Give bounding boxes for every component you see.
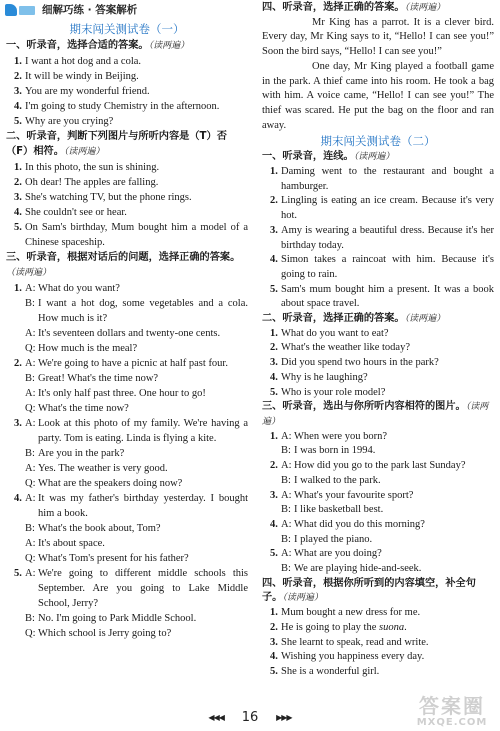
item-text: Did you spend two hours in the park?: [281, 357, 439, 369]
item-text: I'm going to study Chemistry in the afternoon.: [25, 101, 220, 112]
speaker-label: Q:: [25, 628, 36, 639]
section-note: （读两遍）: [353, 152, 395, 163]
item-number: 4.: [270, 651, 278, 663]
dialogue: [6, 416, 248, 491]
dialogue-line: [6, 611, 248, 626]
speaker-label: B:: [25, 373, 35, 384]
section-note: （读两遍）: [282, 593, 323, 604]
speaker-label: B:: [281, 533, 291, 545]
dialogue-line: [262, 533, 494, 548]
section-note: （读两遍）: [404, 3, 446, 13]
dialogue-line: [6, 491, 248, 521]
dialogue-text: It's only half past three. One hour to go!: [38, 388, 206, 399]
item-number: 2.: [14, 71, 22, 82]
section-heading: [6, 250, 248, 281]
list-item: [6, 190, 248, 205]
section-note: （读两遍）: [6, 268, 52, 278]
dialogue-text: It's seventeen dollars and twenty-one cents.: [38, 328, 221, 339]
speaker-label: Q:: [25, 478, 36, 489]
dialogue-line: [6, 536, 248, 551]
dialogue-text: What's your favourite sport?: [294, 489, 414, 501]
dialogue-text: What did you do this morning?: [294, 518, 425, 530]
dialogue-number: 4.: [270, 518, 278, 530]
item-number: 5.: [270, 283, 278, 295]
item-number: 1.: [14, 56, 22, 67]
list-item: [262, 621, 494, 636]
dialogue: [262, 518, 494, 547]
dialogue-line: [6, 626, 248, 641]
list-item: [262, 606, 494, 621]
dialogue: [262, 430, 494, 459]
speaker-label: B:: [281, 504, 291, 516]
section-heading-text: 四、听录音，根据你所听到的内容填空，补全句子。: [262, 577, 476, 604]
test2-title: 期末闯关测试卷（二）: [320, 134, 436, 149]
dialogue-number: 3.: [270, 489, 278, 501]
dialogue-text: How did you go to the park last Sunday?: [294, 460, 466, 472]
dialogue-text: Which school is Jerry going to?: [38, 628, 172, 639]
dialogue-text: I like basketball best.: [294, 504, 384, 516]
list-item: [6, 175, 248, 190]
list-item: [262, 165, 494, 194]
list-item: [262, 665, 494, 680]
dialogue-text: Look at this photo of my family. We're having a party. Tom is eating. Linda is flying a kite.: [38, 418, 248, 444]
list-item: [6, 220, 248, 250]
section-heading: [262, 577, 494, 606]
dialogue-line: [6, 551, 248, 566]
dialogue-number: 2.: [14, 358, 22, 369]
dialogue-line: [6, 416, 248, 446]
test2-section-2: [262, 312, 494, 400]
list-item: [262, 636, 494, 651]
dialogue-line: [6, 566, 248, 611]
dialogue-line: [6, 401, 248, 416]
dialogue-line: [262, 503, 494, 518]
item-number: 1.: [270, 607, 278, 619]
dialogue-number: 3.: [14, 418, 22, 429]
dialogue-number: 4.: [14, 493, 22, 504]
speaker-label: A:: [25, 493, 36, 504]
section-note: （读两遍）: [63, 147, 105, 157]
section-heading: [6, 129, 248, 160]
dialogue-line: [262, 518, 494, 533]
dialogue-line: [262, 474, 494, 489]
item-text: He is going to play the: [281, 621, 379, 633]
passage-paragraph: Mr King has a parrot. It is a clever bird. Every day, Mr King says to it, “Hello! I can see you!” Soon the bird says, “Hello! I can see you!”: [262, 16, 494, 58]
section-heading-text: 三、听录音，根据对话后的问题，选择正确的答案。: [6, 252, 241, 263]
item-text: I want a hot dog and a cola.: [25, 56, 142, 67]
list-item: [6, 69, 248, 84]
speaker-label: A:: [25, 328, 36, 339]
dialogue-line: [6, 446, 248, 461]
dialogue: [6, 566, 248, 641]
list-item: [262, 650, 494, 665]
section-heading: [262, 312, 494, 327]
item-text: Why is he laughing?: [281, 371, 368, 383]
speaker-label: B:: [25, 523, 35, 534]
dialogue-line: [262, 562, 494, 577]
list-item: [6, 160, 248, 175]
item-text: She couldn't see or hear.: [25, 207, 127, 218]
dialogue-text: We are playing hide-and-seek.: [294, 563, 422, 575]
dialogue-line: [6, 281, 248, 296]
dialogue-text: No. I'm going to Park Middle School.: [38, 613, 197, 624]
dialogue-line: [6, 341, 248, 356]
speaker-label: A:: [25, 538, 36, 549]
item-text: Simon takes a raincoat with him. Because it's going to rain.: [281, 254, 494, 280]
item-number: 2.: [270, 342, 278, 354]
item-emphasis: suona: [379, 621, 405, 633]
list-item: [262, 253, 494, 282]
list-item: [6, 205, 248, 220]
item-text: Amy is wearing a beautiful dress. Because it's her birthday today.: [281, 224, 494, 251]
test1-title: 期末闯关测试卷（一）: [69, 22, 185, 36]
dialogue-line: [6, 356, 248, 371]
dialogue-text: It was my father's birthday yesterday. I bought him a book.: [38, 493, 248, 519]
dialogue: [262, 489, 494, 518]
right-column: [262, 1, 494, 680]
speaker-label: A:: [25, 358, 36, 369]
speaker-label: B:: [281, 445, 291, 457]
section-heading-text: 一、听录音，选择合适的答案。: [6, 40, 149, 51]
dialogue-text: What are the speakers doing now?: [38, 478, 183, 489]
item-text: What's the weather like today?: [281, 342, 411, 354]
list-item: [6, 114, 248, 129]
dialogue: [6, 356, 248, 416]
speaker-label: A:: [281, 518, 292, 530]
item-text: Wishing you happiness every day.: [281, 651, 425, 663]
dialogue-text: What's Tom's present for his father?: [38, 553, 189, 564]
test2-section-3: [262, 400, 494, 576]
speaker-label: A:: [25, 283, 36, 294]
item-text: Why are you crying?: [25, 116, 114, 127]
item-text: She's watching TV, but the phone rings.: [25, 192, 192, 203]
dialogue-text: How much is the meal?: [38, 343, 138, 354]
dialogue-line: [6, 461, 248, 476]
speaker-label: B:: [25, 448, 35, 459]
item-number: 5.: [14, 116, 22, 127]
section-heading: [262, 150, 494, 165]
speaker-label: Q:: [25, 553, 36, 564]
item-number: 5.: [14, 222, 22, 233]
dialogue-text: When were you born?: [294, 430, 388, 442]
item-number: 1.: [270, 327, 278, 339]
item-number: 3.: [270, 224, 278, 236]
dialogue-text: We're going to have a picnic at half past four.: [38, 358, 228, 369]
list-item: [262, 327, 494, 342]
speaker-label: Q:: [25, 343, 36, 354]
dialogue-line: [262, 430, 494, 445]
speaker-label: B:: [25, 298, 35, 309]
speaker-label: A:: [281, 430, 292, 442]
item-number: 5.: [270, 665, 278, 677]
item-text: She learnt to speak, read and write.: [281, 636, 429, 648]
passage-paragraph: One day, Mr King played a football game in the park. A thief came into his room. He took a bag with him. A voice came, “Hello! I can see you!” The thief was scared. He put the bag on the floor and ran away.: [262, 60, 494, 131]
item-number: 2.: [270, 195, 278, 207]
dialogue-text: We're going to different middle schools this September. Are you going to Lake Middle School, Jerry?: [38, 568, 248, 609]
dialogue-number: 5.: [270, 548, 278, 560]
section-heading: [262, 400, 494, 429]
item-text: Lingling is eating an ice cream. Because it's very hot.: [281, 195, 494, 222]
item-text: You are my wonderful friend.: [25, 86, 150, 97]
item-number: 1.: [270, 166, 278, 178]
dialogue-line: [262, 547, 494, 562]
page-number: 16: [241, 710, 259, 725]
speaker-label: Q:: [25, 403, 36, 414]
list-item: [262, 194, 494, 223]
item-number: 2.: [14, 177, 22, 188]
section-note: （读两遍）: [262, 402, 489, 427]
dialogue: [262, 459, 494, 488]
dialogue-line: [262, 489, 494, 504]
test2-section-1: [262, 150, 494, 312]
item-text: Sam's mum bought him a present. It was a book about space travel.: [281, 283, 494, 310]
dialogue-line: [6, 371, 248, 386]
section-heading-text: 二、听录音，判断下列图片与所听内容是（T）否（F）相符。: [6, 131, 227, 157]
speaker-label: A:: [25, 463, 36, 474]
test1-section-2: [6, 129, 248, 250]
dialogue-text: It's about space.: [38, 538, 105, 549]
dialogue-line: [262, 444, 494, 459]
item-number: 4.: [14, 207, 22, 218]
item-number: 4.: [270, 254, 278, 266]
dialogue-text: I was born in 1994.: [294, 445, 376, 457]
dialogue-line: [6, 521, 248, 536]
dialogue-text: What's the time now?: [38, 403, 129, 414]
dialogue-text: What are you doing?: [294, 548, 382, 560]
page-header: [5, 2, 137, 18]
item-number: 4.: [270, 371, 278, 383]
dialogue: [262, 547, 494, 576]
speaker-label: A:: [281, 460, 292, 472]
section-note: （读两遍）: [148, 41, 190, 51]
section-note: （读两遍）: [404, 314, 446, 325]
list-item: [262, 341, 494, 356]
list-item: [262, 386, 494, 401]
dialogue-line: [6, 326, 248, 341]
dialogue-text: What do you want?: [38, 283, 120, 294]
left-column: [6, 21, 248, 641]
speaker-label: B:: [25, 613, 35, 624]
item-text: On Sam's birthday, Mum bought him a model of a Chinese spaceship.: [25, 222, 248, 248]
dialogue-line: [6, 476, 248, 491]
test1-section-3: [6, 250, 248, 641]
item-text: Daming went to the restaurant and bought a hamburger.: [281, 166, 494, 192]
dialogue-text: I played the piano.: [294, 533, 373, 545]
section-heading-text: 一、听录音，连线。: [262, 151, 354, 163]
speaker-label: A:: [25, 568, 36, 579]
list-item: [262, 371, 494, 386]
speaker-label: B:: [281, 474, 291, 486]
list-item: [262, 224, 494, 253]
item-text: Oh dear! The apples are falling.: [25, 177, 159, 188]
section-heading: [6, 38, 248, 54]
dialogue: [6, 491, 248, 566]
list-item: [6, 99, 248, 114]
dialogue-line: [6, 386, 248, 401]
item-number: 4.: [14, 101, 22, 112]
dialogue-number: 1.: [270, 430, 278, 442]
section-heading-text: 四、听录音，选择正确的答案。: [262, 2, 405, 13]
item-number: 5.: [270, 386, 278, 398]
item-text: Mum bought a new dress for me.: [281, 607, 421, 619]
item-text: She is a wonderful girl.: [281, 665, 380, 677]
dialogue-text: Yes. The weather is very good.: [38, 463, 168, 474]
watermark: [408, 695, 496, 729]
list-item: [262, 356, 494, 371]
speaker-label: A:: [281, 548, 292, 560]
dialogue-text: I want a hot dog, some vegetables and a cola. How much is it?: [38, 298, 248, 324]
dialogue-number: 2.: [270, 460, 278, 472]
speaker-label: B:: [281, 563, 291, 575]
list-item: [262, 283, 494, 312]
test1-section-1: [6, 38, 248, 129]
dialogue-line: [6, 296, 248, 326]
dialogue-text: Are you in the park?: [38, 448, 125, 459]
item-number: 3.: [270, 636, 278, 648]
list-item: [6, 84, 248, 99]
dialogue-text: Great! What's the time now?: [38, 373, 159, 384]
watermark-site: MXQE.COM: [416, 717, 488, 728]
test1-section-4: [262, 1, 494, 133]
section-heading-text: 二、听录音，选择正确的答案。: [262, 313, 405, 325]
blue-book-logo-icon: [5, 3, 35, 17]
dialogue: [6, 281, 248, 356]
dialogue-line: [262, 459, 494, 474]
item-text: It will be windy in Beijing.: [25, 71, 139, 82]
item-number: 2.: [270, 621, 278, 633]
item-number: 3.: [14, 192, 22, 203]
section-heading: [262, 1, 494, 16]
test2-section-4: [262, 577, 494, 680]
dialogue-number: 1.: [14, 283, 22, 294]
speaker-label: A:: [25, 388, 36, 399]
item-number: 1.: [14, 162, 22, 173]
dialogue-number: 5.: [14, 568, 22, 579]
dialogue-text: What's the book about, Tom?: [38, 523, 161, 534]
list-item: [6, 54, 248, 69]
item-text-end: .: [404, 621, 407, 633]
speaker-label: A:: [25, 418, 36, 429]
item-text: In this photo, the sun is shining.: [25, 162, 160, 173]
watermark-text: 答案圈: [419, 694, 485, 718]
dialogue-text: I walked to the park.: [294, 474, 381, 486]
prev-triple-arrow-icon: [208, 713, 223, 722]
header-title: 细解巧练 · 答案解析: [42, 3, 138, 16]
item-number: 3.: [270, 357, 278, 369]
section-heading-text: 三、听录音，选出与你所听内容相符的图片。: [262, 401, 466, 413]
speaker-label: A:: [281, 489, 292, 501]
item-text: What do you want to eat?: [281, 327, 389, 339]
item-text: Who is your role model?: [281, 386, 386, 398]
next-triple-arrow-icon: [276, 713, 291, 722]
item-number: 3.: [14, 86, 22, 97]
